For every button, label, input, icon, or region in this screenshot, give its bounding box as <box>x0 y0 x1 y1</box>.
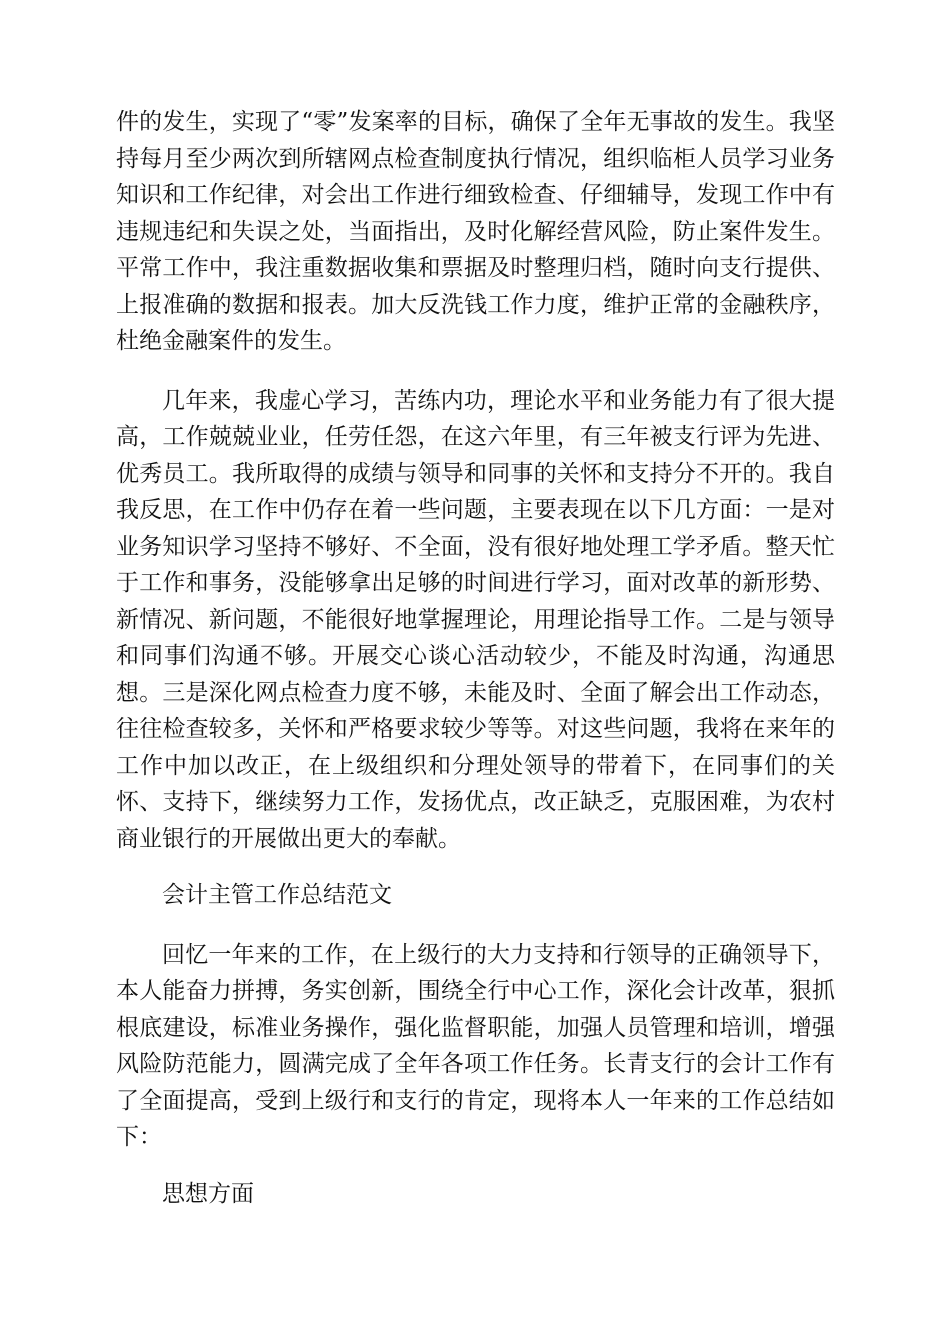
paragraph-continuation: 件的发生，实现了“零”发案率的目标，确保了全年无事故的发生。我坚持每月至少两次到所辖网点检查制度执行情况，组织临柜人员学习业务知识和工作纪律，对会出工作进行细致检查、仔细辅导，发现工作中有违规违纪和失误之处，当面指出，及时化解经营风险，防止案件发生。平常工作中，我注重数据收集和票据及时整理归档，随时向支行提供、上报准确的数据和报表。加大反洗钱工作力度，维护正常的金融秩序，杜绝金融案件的发生。 <box>116 109 835 354</box>
paragraph-intro: 回忆一年来的工作，在上级行的大力支持和行领导的正确领导下，本人能奋力拼搏，务实创新，围绕全行中心工作，深化会计改革，狠抓根底建设，标准业务操作，强化监督职能，加强人员管理和培训，增强风险防范能力，圆满完成了全年各项工作任务。长青支行的会计工作有了全面提高，受到上级行和支行的肯定，现将本人一年来的工作总结如下： <box>116 941 835 1150</box>
paragraph-self-review: 几年来，我虚心学习，苦练内功，理论水平和业务能力有了很大提高，工作兢兢业业，任劳任怨，在这六年里，有三年被支行评为先进、优秀员工。我所取得的成绩与领导和同事的关怀和支持分不开的。我自我反思，在工作中仍存在着一些问题，主要表现在以下几方面：一是对业务知识学习坚持不够好、不全面，没有很好地处理工学矛盾。整天忙于工作和事务，没能够拿出足够的时间进行学习，面对改革的新形势、新情况、新问题，不能很好地掌握理论，用理论指导工作。二是与领导和同事们沟通不够。开展交心谈心活动较少，不能及时沟通，沟通思想。三是深化网点检查力度不够，未能及时、全面了解会出工作动态，往往检查较多，关怀和严格要求较少等等。对这些问题，我将在来年的工作中加以改正，在上级组织和分理处领导的带着下，在同事们的关怀、支持下，继续努力工作，发扬优点，改正缺乏，克服困难，为农村商业银行的开展做出更大的奉献。 <box>116 387 835 852</box>
document-body <box>116 104 835 1212</box>
section-title: 会计主管工作总结范文 <box>162 882 392 908</box>
subsection-heading: 思想方面 <box>162 1180 254 1207</box>
